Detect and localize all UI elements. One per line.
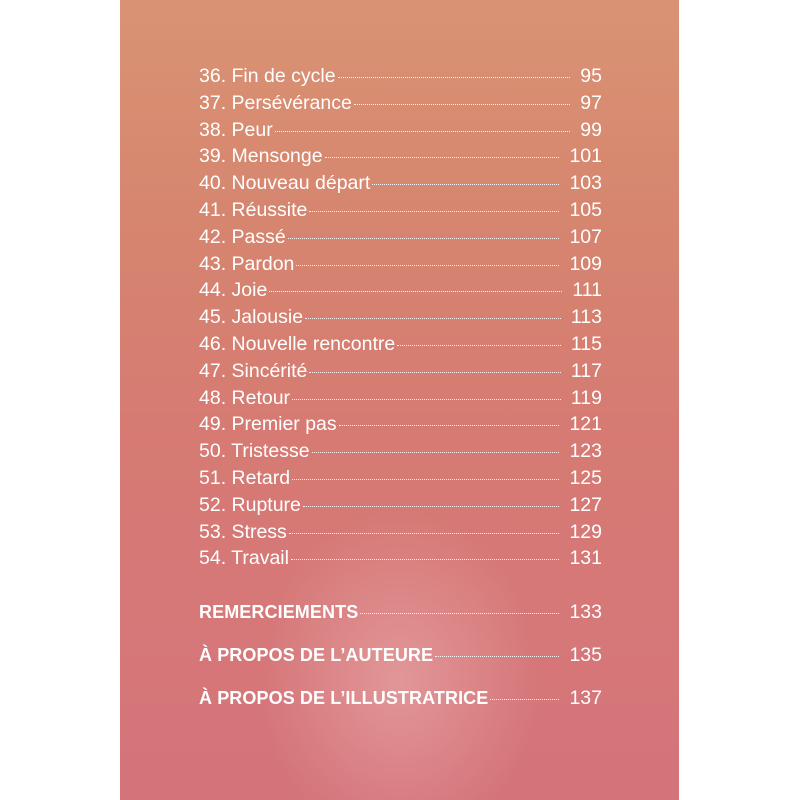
toc-entry-page: 125 bbox=[569, 466, 602, 489]
toc-entry bbox=[199, 63, 602, 90]
toc-backmatter-page: 135 bbox=[569, 644, 602, 666]
toc-entry bbox=[199, 519, 602, 546]
toc-entry-label: 37. Persévérance bbox=[199, 91, 352, 114]
dot-leader bbox=[490, 699, 559, 700]
dot-leader bbox=[397, 345, 561, 346]
toc-entry-label: 51. Retard bbox=[199, 466, 291, 489]
toc-backmatter bbox=[199, 597, 602, 726]
toc-entry-page: 123 bbox=[569, 440, 602, 463]
toc-entry bbox=[199, 411, 602, 438]
toc-entry-label: 49. Premier pas bbox=[199, 413, 337, 436]
toc-entry-label: 36. Fin de cycle bbox=[199, 65, 336, 87]
toc-entry-page: 119 bbox=[570, 386, 602, 409]
dot-leader bbox=[325, 157, 560, 158]
toc-backmatter-label: À PROPOS DE L’ILLUSTRATRICE bbox=[199, 688, 489, 708]
toc-entry bbox=[199, 331, 602, 358]
dot-leader bbox=[354, 104, 570, 105]
toc-entry-page: 109 bbox=[569, 252, 602, 275]
toc-backmatter-entry bbox=[199, 640, 602, 683]
toc-entry bbox=[199, 143, 602, 170]
toc-entry bbox=[199, 224, 602, 251]
toc-entry-label: 45. Jalousie bbox=[199, 306, 304, 329]
toc-entry bbox=[199, 277, 602, 304]
toc-entry-label: 43. Pardon bbox=[199, 252, 295, 275]
dot-leader bbox=[305, 318, 561, 319]
toc-entry bbox=[199, 117, 602, 144]
toc-entry-label: 39. Mensonge bbox=[199, 145, 323, 168]
toc-backmatter-entry bbox=[199, 683, 602, 726]
dot-leader bbox=[292, 399, 561, 400]
toc-entry-label: 50. Tristesse bbox=[199, 440, 310, 463]
toc-entry bbox=[199, 197, 602, 224]
toc-entry-page: 103 bbox=[569, 172, 602, 195]
dot-leader bbox=[435, 656, 559, 657]
toc-entry-label: 54. Travail bbox=[199, 547, 289, 570]
table-of-contents bbox=[199, 63, 602, 572]
toc-entry bbox=[199, 358, 602, 385]
dot-leader bbox=[291, 559, 559, 560]
toc-entry-page: 105 bbox=[569, 198, 602, 221]
toc-entry-label: 40. Nouveau départ bbox=[199, 172, 371, 195]
toc-entry-page: 127 bbox=[569, 493, 602, 516]
toc-entry-page: 117 bbox=[570, 359, 602, 382]
toc-entry-page: 113 bbox=[570, 306, 602, 329]
book-page bbox=[120, 0, 679, 800]
toc-entry bbox=[199, 438, 602, 465]
dot-leader bbox=[372, 184, 559, 185]
toc-entry-label: 38. Peur bbox=[199, 118, 273, 141]
dot-leader bbox=[360, 613, 559, 614]
dot-leader bbox=[312, 452, 560, 453]
dot-leader bbox=[296, 265, 559, 266]
dot-leader bbox=[338, 77, 571, 78]
toc-entry-page: 131 bbox=[569, 547, 602, 570]
dot-leader bbox=[292, 479, 559, 480]
toc-entry-page: 95 bbox=[580, 65, 602, 87]
toc-backmatter-entry bbox=[199, 597, 602, 640]
toc-backmatter-label: À PROPOS DE L’AUTEURE bbox=[199, 645, 434, 665]
dot-leader bbox=[275, 131, 571, 132]
toc-entry bbox=[199, 465, 602, 492]
toc-entry-page: 121 bbox=[569, 413, 602, 436]
dot-leader bbox=[309, 372, 561, 373]
dot-leader bbox=[339, 425, 560, 426]
toc-entry-page: 107 bbox=[569, 225, 602, 248]
toc-backmatter-page: 137 bbox=[569, 687, 602, 709]
toc-entry-label: 42. Passé bbox=[199, 225, 286, 248]
toc-entry-label: 53. Stress bbox=[199, 520, 287, 543]
toc-entry-page: 115 bbox=[570, 332, 602, 355]
toc-entry bbox=[199, 545, 602, 572]
toc-entry-label: 46. Nouvelle rencontre bbox=[199, 332, 396, 355]
dot-leader bbox=[289, 533, 560, 534]
toc-entry bbox=[199, 385, 602, 412]
toc-entry bbox=[199, 492, 602, 519]
toc-entry-label: 47. Sincérité bbox=[199, 359, 308, 382]
toc-entry-label: 41. Réussite bbox=[199, 198, 308, 221]
toc-entry bbox=[199, 90, 602, 117]
dot-leader bbox=[288, 238, 560, 239]
toc-entry bbox=[199, 170, 602, 197]
toc-entry bbox=[199, 304, 602, 331]
toc-entry-label: 48. Retour bbox=[199, 386, 291, 409]
dot-leader bbox=[269, 291, 562, 292]
toc-entry-page: 97 bbox=[580, 91, 602, 114]
toc-entry-label: 44. Joie bbox=[199, 279, 268, 302]
toc-backmatter-label: REMERCIEMENTS bbox=[199, 602, 359, 622]
toc-entry-page: 111 bbox=[572, 279, 602, 302]
dot-leader bbox=[303, 506, 560, 507]
toc-entry-label: 52. Rupture bbox=[199, 493, 301, 516]
toc-entry-page: 129 bbox=[569, 520, 602, 543]
dot-leader bbox=[309, 211, 559, 212]
toc-entry bbox=[199, 251, 602, 278]
toc-entry-page: 101 bbox=[569, 145, 602, 168]
toc-backmatter-page: 133 bbox=[569, 601, 602, 623]
toc-entry-page: 99 bbox=[580, 118, 602, 141]
